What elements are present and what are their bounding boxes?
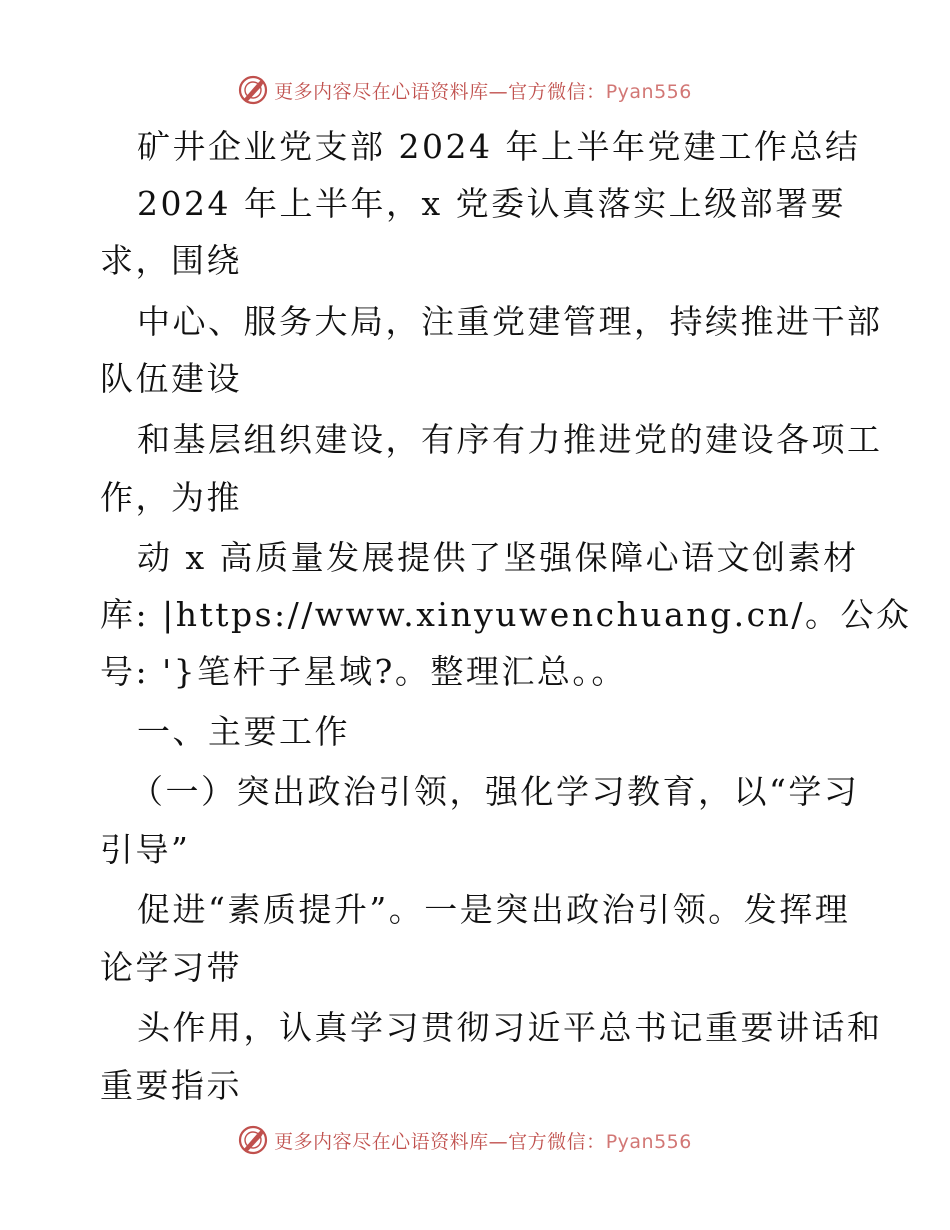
banner-text <box>274 1127 692 1154</box>
paragraph-line: 库: |https://www.xinyuwenchuang.cn/。公众 <box>100 595 912 634</box>
paragraph-line: 动 x 高质量发展提供了坚强保障心语文创素材 <box>137 538 859 577</box>
banner-separator: — <box>488 1130 509 1153</box>
paragraph-line: 促进“素质提升”。一是突出政治引领。发挥理 <box>137 890 851 929</box>
paragraph-line: 2024 年上半年，x 党委认真落实上级部署要 <box>137 184 847 223</box>
paragraph-line: 号: '}笔杆子星域?。整理汇总。。 <box>100 652 627 691</box>
header-watermark-banner <box>0 70 950 110</box>
banner-brand: 更多内容尽在心语资料库 <box>274 80 489 103</box>
paragraph-line: 中心、服务大局，注重党建管理，持续推进干部 <box>137 302 883 341</box>
paragraph-line: 引导” <box>100 830 191 869</box>
paragraph-line: 重要指示 <box>100 1066 242 1105</box>
banner-wechat-id: Pyan556 <box>605 80 692 103</box>
banner-text <box>274 77 692 104</box>
paragraph-line: 头作用，认真学习贯彻习近平总书记重要讲话和 <box>137 1008 883 1047</box>
footer-watermark-banner <box>0 1120 950 1160</box>
paragraph-line: 作，为推 <box>100 478 242 517</box>
banner-brand: 更多内容尽在心语资料库 <box>274 1130 489 1153</box>
banner-wechat-label: 官方微信： <box>508 80 606 103</box>
subsection-heading: （一）突出政治引领，强化学习教育，以“学习 <box>130 772 860 811</box>
pen-nib-logo-icon <box>238 1125 268 1155</box>
banner-wechat-id: Pyan556 <box>605 1130 692 1153</box>
paragraph-line: 求，围绕 <box>100 241 242 280</box>
banner-content <box>238 75 692 105</box>
banner-content <box>238 1125 692 1155</box>
section-heading: 一、主要工作 <box>137 712 350 751</box>
paragraph-line: 队伍建设 <box>100 359 242 398</box>
paragraph-line: 论学习带 <box>100 948 242 987</box>
pen-nib-logo-icon <box>238 75 268 105</box>
document-title: 矿井企业党支部 2024 年上半年党建工作总结 <box>137 127 861 166</box>
banner-wechat-label: 官方微信： <box>508 1130 606 1153</box>
banner-separator: — <box>488 80 509 103</box>
paragraph-line: 和基层组织建设，有序有力推进党的建设各项工 <box>137 420 883 459</box>
